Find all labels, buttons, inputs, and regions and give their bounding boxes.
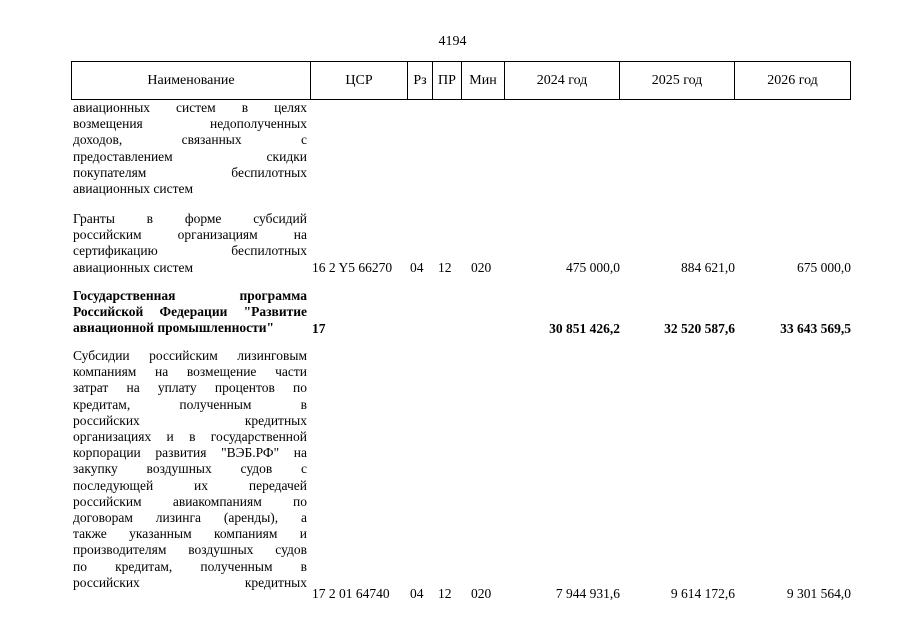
header-min: Мин <box>462 62 505 100</box>
cell-2024: 30 851 426,2 <box>549 321 620 336</box>
cell-rz: 04 <box>410 260 424 275</box>
name-line: российским авиакомпаниям по <box>73 493 307 509</box>
name-line: последующей их передачей <box>73 477 307 493</box>
table-header <box>71 61 851 100</box>
header-pr: ПР <box>433 62 462 100</box>
name-line: авиационных систем <box>73 181 194 197</box>
name-line: также указанным компаниям и <box>73 526 307 542</box>
name-line: Российской Федерации "Развитие <box>73 304 307 320</box>
name-line: авиационных систем <box>73 259 194 275</box>
row-name <box>73 100 307 197</box>
name-line: закупку воздушных судов с <box>73 461 307 477</box>
name-line: производителям воздушных судов <box>73 542 307 558</box>
cell-2025: 9 614 172,6 <box>670 586 735 601</box>
name-line: российских кредитных <box>73 574 307 590</box>
name-line: договорам лизинга (аренды), а <box>73 510 307 526</box>
cell-pr: 12 <box>438 586 452 601</box>
header-2024: 2024 год <box>505 62 620 100</box>
header-2026: 2026 год <box>735 62 851 100</box>
cell-2024: 7 944 931,6 <box>555 586 620 601</box>
cell-min: 020 <box>471 586 492 601</box>
cell-2026: 9 301 564,0 <box>786 586 851 601</box>
name-line: по кредитам, полученным в <box>73 558 307 574</box>
name-line: российских кредитных <box>73 412 307 428</box>
row-name <box>73 211 307 276</box>
cell-2025: 884 621,0 <box>681 260 735 275</box>
cell-csr: 17 <box>312 321 326 336</box>
name-line: Государственная программа <box>73 288 307 303</box>
name-line: Гранты в форме субсидий <box>73 211 307 226</box>
cell-csr: 16 2 Y5 66270 <box>312 260 393 275</box>
cell-2024: 475 000,0 <box>566 260 620 275</box>
cell-2026: 675 000,0 <box>797 260 851 275</box>
header-rz: Рз <box>408 62 433 100</box>
name-line: российским организациям на <box>73 227 307 243</box>
name-line: Субсидии российским лизинговым <box>73 348 307 363</box>
name-line: корпорации развития "ВЭБ.РФ" на <box>73 445 307 461</box>
name-line: авиационных систем в целях <box>73 100 307 115</box>
cell-pr: 12 <box>438 260 452 275</box>
name-line: кредитам, полученным в <box>73 396 307 412</box>
header-2025: 2025 год <box>620 62 735 100</box>
row-name <box>73 348 307 591</box>
cell-rz: 04 <box>410 586 424 601</box>
name-line: сертификацию беспилотных <box>73 243 307 259</box>
cell-2026: 33 643 569,5 <box>780 321 851 336</box>
name-line: возмещения недополученных <box>73 116 307 132</box>
cell-min: 020 <box>471 260 492 275</box>
cell-csr: 17 2 01 64740 <box>312 586 390 601</box>
name-line: покупателям беспилотных <box>73 164 307 180</box>
name-line: компаниям на возмещение части <box>73 364 307 380</box>
row-name <box>73 288 307 337</box>
name-line: организациях и в государственной <box>73 429 307 445</box>
name-line: авиационной промышленности" <box>73 320 275 336</box>
cell-2025: 32 520 587,6 <box>664 321 735 336</box>
name-line: доходов, связанных с <box>73 132 307 148</box>
name-line: предоставлением скидки <box>73 148 307 164</box>
name-line: затрат на уплату процентов по <box>73 380 307 396</box>
page-number: 4194 <box>438 34 467 49</box>
header-csr: ЦСР <box>311 62 408 100</box>
header-name: Наименование <box>72 62 311 100</box>
